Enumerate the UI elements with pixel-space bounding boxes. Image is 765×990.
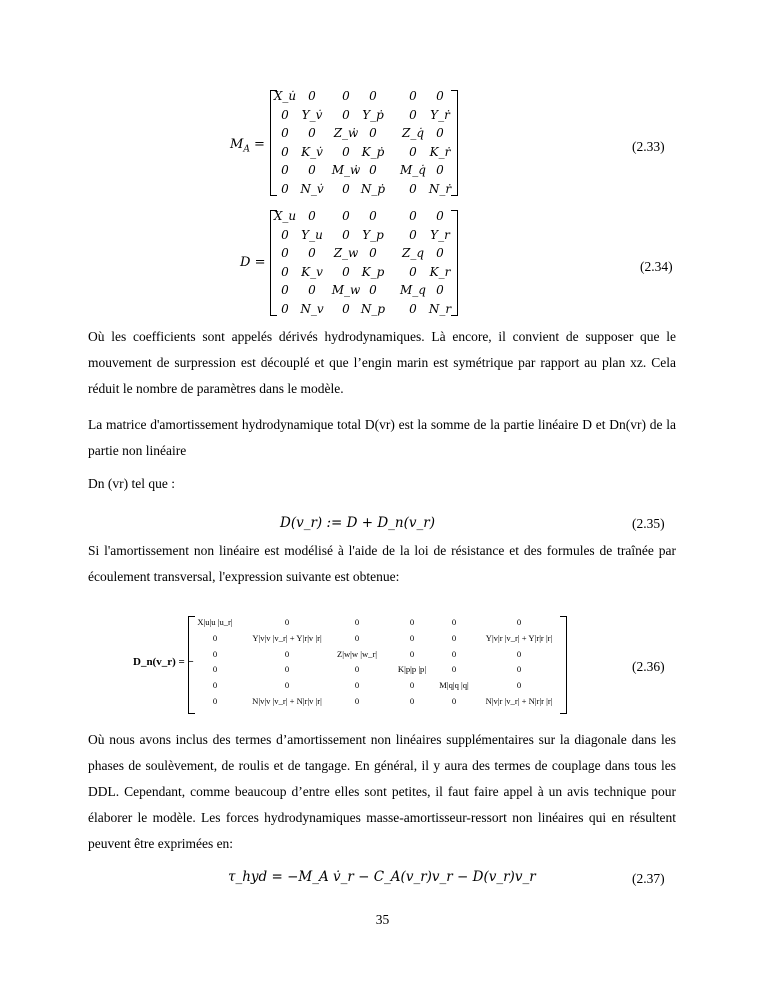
dn-cell: 0 — [516, 648, 522, 659]
ma-cell: Z_ẇ — [333, 126, 359, 140]
d-cell: M_w — [331, 283, 361, 297]
dn-cell: 0 — [516, 617, 522, 627]
ma-cell: 0 — [436, 163, 444, 177]
eq-2-37-text: τ_hyd = −M_A v̇_r − C_A(v_r)v_r − D(v_r)v_r — [228, 869, 536, 885]
eq-2-34-lhs: D = — [240, 255, 266, 270]
dn-right-bracket — [560, 616, 567, 714]
dn-cell: 0 — [354, 664, 360, 675]
ma-cell: 0 — [342, 107, 350, 122]
d-right-bracket — [451, 210, 458, 316]
d-cell: 0 — [369, 246, 377, 260]
dn-cell: 0 — [516, 680, 522, 691]
eq-2-34-number: (2.34) — [640, 259, 673, 274]
d-cell: Y_p — [362, 227, 384, 242]
d-cell: Y_r — [430, 227, 450, 242]
dn-cell: 0 — [354, 680, 360, 691]
d-cell: Z_w — [333, 246, 359, 260]
d-cell: 0 — [342, 209, 350, 223]
d-cell: N_r — [428, 301, 452, 316]
d-cell: 0 — [409, 301, 417, 316]
d-cell: 0 — [308, 209, 316, 223]
d-cell: 0 — [342, 227, 350, 242]
dn-cell: 0 — [409, 648, 415, 659]
p4-text: Si l'amortissement non linéaire est modélisé à l'aide de la loi de résistance et des formules de traînée par écoulement transversal, l'expression suivante est obtenue: — [88, 543, 676, 584]
dn-cell: 0 — [451, 648, 457, 659]
ma-cell: 0 — [281, 163, 289, 177]
d-cell: 0 — [436, 246, 444, 260]
paragraph-nonlinear-damping — [88, 538, 676, 590]
dn-cell: 0 — [354, 632, 360, 643]
ma-cell: 0 — [281, 181, 289, 196]
d-cell: X_u — [273, 209, 297, 223]
ma-cell: K_ṙ — [429, 144, 451, 159]
ma-cell: Y_ṙ — [430, 107, 450, 122]
dn-cell: 0 — [284, 680, 290, 691]
eq-2-36-lhs-text: D_n(v_r) = − — [133, 656, 194, 668]
d-cell: 0 — [369, 209, 377, 223]
dn-cell: X|u|u |u_r| — [197, 617, 233, 627]
dn-cell: 0 — [451, 696, 457, 706]
ma-left-bracket — [270, 90, 277, 196]
p3-text: Dn (vr) tel que : — [88, 476, 175, 491]
ma-cell: 0 — [369, 163, 377, 177]
eq-2-36-number: (2.36) — [632, 659, 665, 674]
ma-cell: Y_v̇ — [301, 107, 323, 122]
ma-cell: 0 — [308, 89, 316, 103]
ma-cell: M_ẇ — [331, 163, 361, 177]
ma-cell: 0 — [409, 144, 417, 159]
p1-text: Où les coefficients sont appelés dérivés hydrodynamiques. Là encore, il convient de supposer que le mouvement de surpression est découplé et que l’engin marin est symétrique par rapport au plan xz. Cela réduit le nombre de paramètres dans le modèle. — [88, 329, 676, 396]
ma-cell: N_ṙ — [428, 181, 452, 196]
d-cell: 0 — [281, 264, 289, 279]
ma-cell: 0 — [281, 144, 289, 159]
d-cell: K_v — [301, 264, 323, 279]
dn-cell: 0 — [451, 664, 457, 675]
d-cell: 0 — [409, 227, 417, 242]
eq-2-36-lhs — [133, 656, 194, 668]
dn-cell: 0 — [409, 680, 415, 691]
ma-cell: 0 — [409, 107, 417, 122]
dn-cell: 0 — [354, 696, 360, 706]
dn-cell: Y|v|r |v_r| + Y|r|r |r| — [485, 632, 553, 643]
ma-cell: 0 — [436, 89, 444, 103]
d-cell: M_q — [400, 283, 426, 297]
p5-text: Où nous avons inclus des termes d’amortissement non linéaires supplémentaires sur la diagonale dans les phases de soulèvement, de roulis et de tangage. En général, il y aura des termes de couplage dans tous les DDL. Cependant, comme beaucoup d’entre elles sont petites, il faut faire appel à un avis technique pour élaborer le modèle. Les forces hydrodynamiques masse-amortisseur-ressort non linéaires qui en résultent peuvent être exprimées en: — [88, 732, 676, 851]
dn-cell: 0 — [212, 648, 218, 659]
dn-cell: M|q|q |q| — [439, 680, 469, 691]
dn-cell: N|v|v |v_r| + N|r|v |r| — [252, 696, 322, 706]
ma-cell: 0 — [308, 126, 316, 140]
dn-cell: 0 — [451, 632, 457, 643]
paragraph-damping-matrix — [88, 412, 676, 464]
eq-2-35-number: (2.35) — [632, 516, 665, 531]
dn-cell: Z|w|w |w_r| — [336, 648, 378, 659]
d-cell: 0 — [342, 301, 350, 316]
ma-cell: 0 — [281, 107, 289, 122]
eq-2-37-number: (2.37) — [632, 871, 665, 886]
d-cell: K_r — [429, 264, 451, 279]
d-cell: 0 — [281, 301, 289, 316]
d-cell: 0 — [436, 283, 444, 297]
dn-cell: 0 — [409, 696, 415, 706]
dn-left-bracket — [188, 616, 195, 714]
dn-cell: 0 — [212, 696, 218, 706]
d-cell: 0 — [281, 283, 289, 297]
dn-cell: 0 — [284, 648, 290, 659]
page-number: 35 — [375, 912, 390, 927]
ma-cell: 0 — [369, 89, 377, 103]
ma-cell: 0 — [409, 181, 417, 196]
ma-cell: 0 — [342, 89, 350, 103]
ma-cell: 0 — [342, 181, 350, 196]
dn-cell: 0 — [354, 617, 360, 627]
ma-cell: M_q̇ — [400, 163, 426, 177]
dn-cell: 0 — [409, 632, 415, 643]
d-cell: 0 — [409, 264, 417, 279]
paragraph-additional-terms — [88, 727, 676, 857]
eq-2-35 — [280, 515, 435, 531]
dn-cell: 0 — [409, 617, 415, 627]
paragraph-coefficients — [88, 324, 676, 402]
eq-2-35-text: D(v_r) := D + D_n(v_r) — [280, 515, 435, 531]
d-cell: 0 — [308, 246, 316, 260]
dn-cell: K|p|p |p| — [397, 664, 427, 675]
ma-cell: Z_q̇ — [401, 126, 425, 140]
ma-cell: K_v̇ — [301, 144, 323, 159]
d-cell: N_p — [360, 301, 386, 316]
ma-right-bracket — [451, 90, 458, 196]
dn-cell: 0 — [212, 664, 218, 675]
dn-cell: 0 — [284, 617, 290, 627]
ma-cell: 0 — [369, 126, 377, 140]
ma-cell: 0 — [436, 126, 444, 140]
ma-cell: Y_ṗ — [362, 107, 384, 122]
ma-cell: K_ṗ — [361, 144, 385, 159]
d-cell: 0 — [369, 283, 377, 297]
ma-cell: 0 — [342, 144, 350, 159]
eq-2-33-number: (2.33) — [632, 139, 665, 154]
d-cell: 0 — [281, 227, 289, 242]
dn-cell: 0 — [212, 680, 218, 691]
d-cell: 0 — [409, 209, 417, 223]
d-cell: 0 — [436, 209, 444, 223]
ma-cell: 0 — [308, 163, 316, 177]
ma-cell: N_ṗ — [360, 181, 386, 196]
dn-cell: 0 — [212, 632, 218, 643]
dn-cell: 0 — [516, 664, 522, 675]
d-cell: N_v — [300, 301, 324, 316]
eq-2-37 — [228, 869, 536, 885]
paragraph-dn-such-that — [88, 476, 175, 492]
ma-cell: 0 — [409, 89, 417, 103]
eq-2-33-lhs: $M_A$ = — [230, 137, 265, 155]
dn-cell: Y|v|v |v_r| + Y|r|v |r| — [252, 632, 322, 643]
d-cell: 0 — [281, 246, 289, 260]
dn-cell: N|v|r |v_r| + N|r|r |r| — [485, 696, 553, 706]
dn-cell: 0 — [451, 617, 457, 627]
ma-cell: X_u̇ — [273, 89, 297, 103]
d-left-bracket — [270, 210, 277, 316]
d-cell: Y_u — [301, 227, 323, 242]
d-cell: 0 — [308, 283, 316, 297]
dn-cell: 0 — [284, 664, 290, 675]
ma-cell: 0 — [281, 126, 289, 140]
d-cell: Z_q — [401, 246, 425, 260]
d-cell: 0 — [342, 264, 350, 279]
p2-text: La matrice d'amortissement hydrodynamique total D(vr) est la somme de la partie linéaire D et Dn(vr) de la partie non linéaire — [88, 417, 676, 458]
d-cell: K_p — [361, 264, 385, 279]
ma-cell: N_v̇ — [300, 181, 324, 196]
